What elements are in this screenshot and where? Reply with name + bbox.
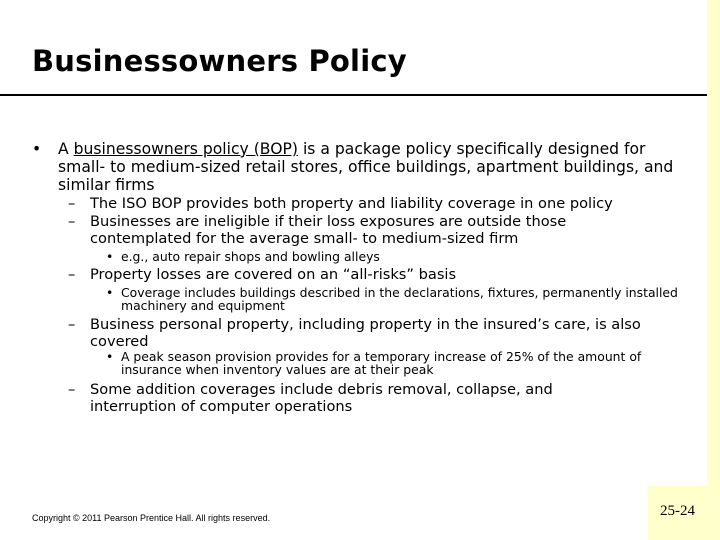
copyright-footer: Copyright © 2011 Pearson Prentice Hall. All rights reserved. — [32, 513, 271, 523]
bullet-glyph: • — [106, 285, 114, 300]
right-accent-bar — [707, 0, 720, 540]
dash-glyph: – — [68, 381, 76, 398]
dash-glyph: – — [68, 316, 76, 333]
bullet-glyph: • — [106, 349, 114, 364]
bop-term: businessowners policy (BOP) — [73, 140, 298, 158]
sub-sub-bullet: A peak season provision provides for a temporary increase of 25% of the amount of insurance when inventory values are at their peak — [121, 349, 642, 377]
main-bullet — [58, 140, 688, 194]
sub-sub-bullet: e.g., auto repair shops and bowling alleys — [121, 249, 380, 264]
bullet-glyph: • — [106, 249, 114, 264]
sub-sub-bullet: Coverage includes buildings described in the declarations, fixtures, permanently installed machinery and equipment — [121, 285, 678, 313]
dash-glyph: – — [68, 213, 76, 230]
main-bullet-prefix: A — [58, 140, 74, 158]
sub-bullet: Some addition coverages include debris removal, collapse, and interruption of computer operations — [90, 381, 553, 415]
slide-title: Businessowners Policy — [32, 44, 407, 78]
sub-bullet: Property losses are covered on an “all-risks” basis — [90, 266, 457, 283]
sub-bullet: The ISO BOP provides both property and liability coverage in one policy — [90, 195, 613, 212]
main-bullet-text: is a package policy specifically designed for small- to medium-sized retail stores, office buildings, apartment buildings, and similar firms — [58, 140, 674, 194]
sub-bullet: Businesses are ineligible if their loss exposures are outside those contemplated for the average small- to medium-sized firm — [90, 213, 567, 247]
dash-glyph: – — [68, 195, 76, 212]
page-number: 25-24 — [660, 503, 695, 519]
bullet-glyph: • — [32, 140, 42, 158]
title-divider — [0, 94, 707, 96]
dash-glyph: – — [68, 266, 76, 283]
sub-bullet: Business personal property, including property in the insured’s care, is also covered — [90, 316, 641, 350]
